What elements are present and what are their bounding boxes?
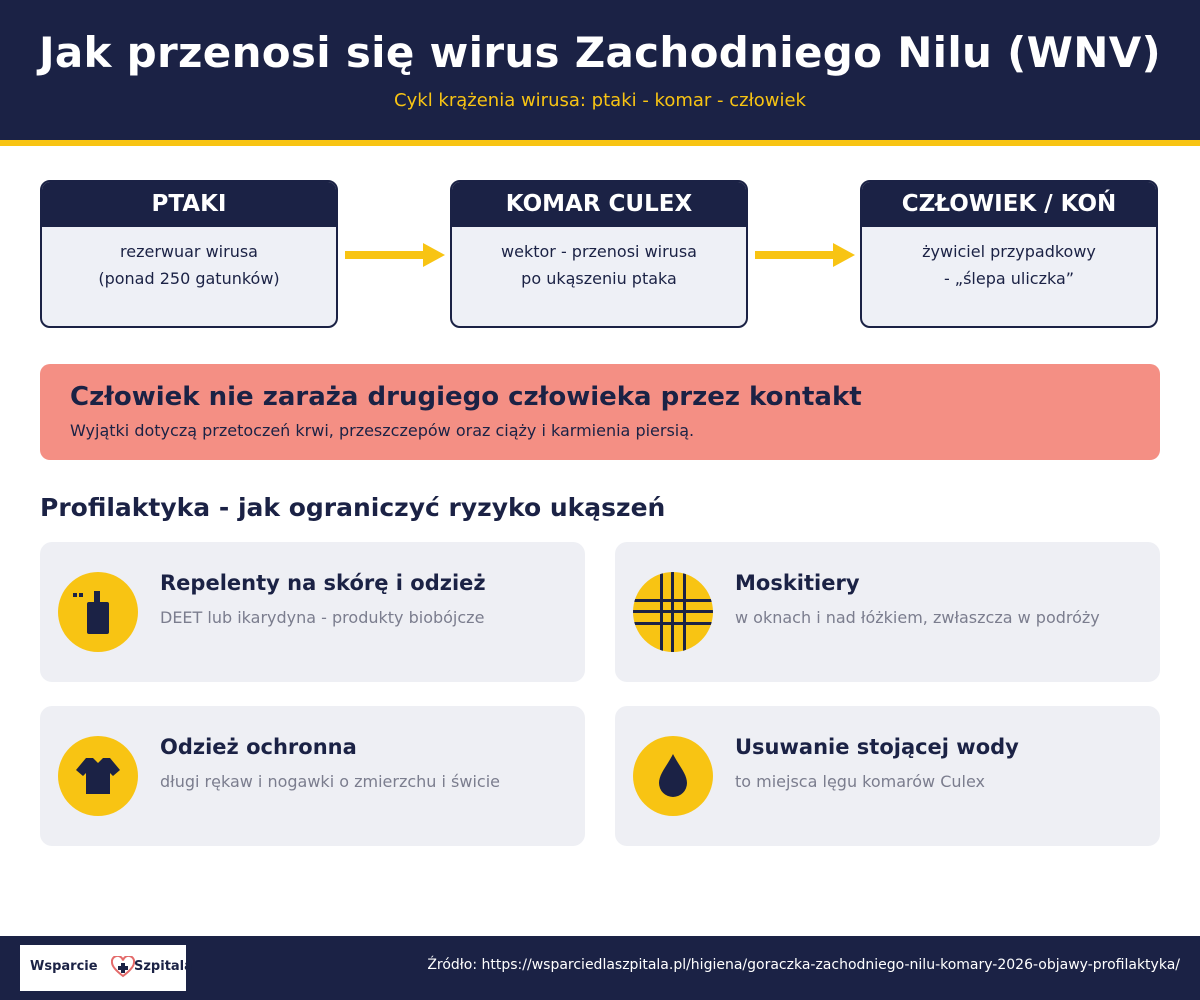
page-title: Jak przenosi się wirus Zachodniego Nilu (WNV) xyxy=(38,28,1162,77)
cycle-desc-line: po ukąszeniu ptaka xyxy=(521,269,677,288)
heart-cross-icon xyxy=(111,956,135,978)
cycle-box-birds xyxy=(40,180,338,328)
prevention-card-clothing xyxy=(40,706,585,846)
cycle-box-title: CZŁOWIEK / KOŃ xyxy=(862,182,1156,227)
header-banner xyxy=(0,0,1200,140)
arrow-right-icon xyxy=(345,240,445,270)
cycle-desc-line: wektor - przenosi wirusa xyxy=(501,242,697,261)
cycle-box-description xyxy=(42,227,336,292)
cycle-box-description xyxy=(862,227,1156,292)
net-grid-icon xyxy=(633,572,713,652)
prevention-heading: Profilaktyka - jak ograniczyć ryzyko ukąszeń xyxy=(40,493,666,522)
cycle-desc-line: - „ślepa uliczka” xyxy=(943,269,1075,288)
cycle-box-title: KOMAR CULEX xyxy=(452,182,746,227)
alert-text: Wyjątki dotyczą przetoczeń krwi, przeszczepów oraz ciąży i karmienia piersią. xyxy=(70,421,695,440)
spray-bottle-icon xyxy=(58,572,138,652)
card-title: Repelenty na skórę i odzież xyxy=(160,571,486,595)
arrow-right-icon xyxy=(755,240,855,270)
card-title: Odzież ochronna xyxy=(160,735,357,759)
cycle-desc-line: (ponad 250 gatunków) xyxy=(98,269,280,288)
page-subtitle: Cykl krążenia wirusa: ptaki - komar - człowiek xyxy=(394,90,806,111)
logo-text: Wsparcie xyxy=(30,959,98,974)
cycle-desc-line: rezerwuar wirusa xyxy=(120,242,258,261)
cycle-box-title: PTAKI xyxy=(42,182,336,227)
brand-logo xyxy=(20,945,193,991)
prevention-card-nets xyxy=(615,542,1160,682)
cycle-box-human-horse xyxy=(860,180,1158,328)
cycle-box-description xyxy=(452,227,746,292)
water-drop-icon xyxy=(633,736,713,816)
cycle-box-mosquito xyxy=(450,180,748,328)
card-text: długi rękaw i nogawki o zmierzchu i świcie xyxy=(160,772,500,791)
source-citation: Źródło: https://wsparciedlaszpitala.pl/higiena/goraczka-zachodniego-nilu-komary-2026-objawy-profilaktyka/ xyxy=(427,957,1180,973)
logo-text: Szpitala xyxy=(134,959,193,974)
alert-title: Człowiek nie zaraża drugiego człowieka przez kontakt xyxy=(70,382,862,412)
header-accent-stripe xyxy=(0,140,1200,146)
prevention-card-standing-water xyxy=(615,706,1160,846)
card-text: DEET lub ikarydyna - produkty biobójcze xyxy=(160,608,485,627)
cycle-desc-line: żywiciel przypadkowy xyxy=(922,242,1096,261)
card-text: to miejsca lęgu komarów Culex xyxy=(735,772,986,791)
card-text: w oknach i nad łóżkiem, zwłaszcza w podróży xyxy=(735,608,1100,627)
card-title: Moskitiery xyxy=(735,571,860,595)
prevention-card-repellents xyxy=(40,542,585,682)
footer xyxy=(0,936,1200,1000)
card-title: Usuwanie stojącej wody xyxy=(735,735,1019,759)
tshirt-icon xyxy=(58,736,138,816)
alert-banner xyxy=(40,364,1160,460)
